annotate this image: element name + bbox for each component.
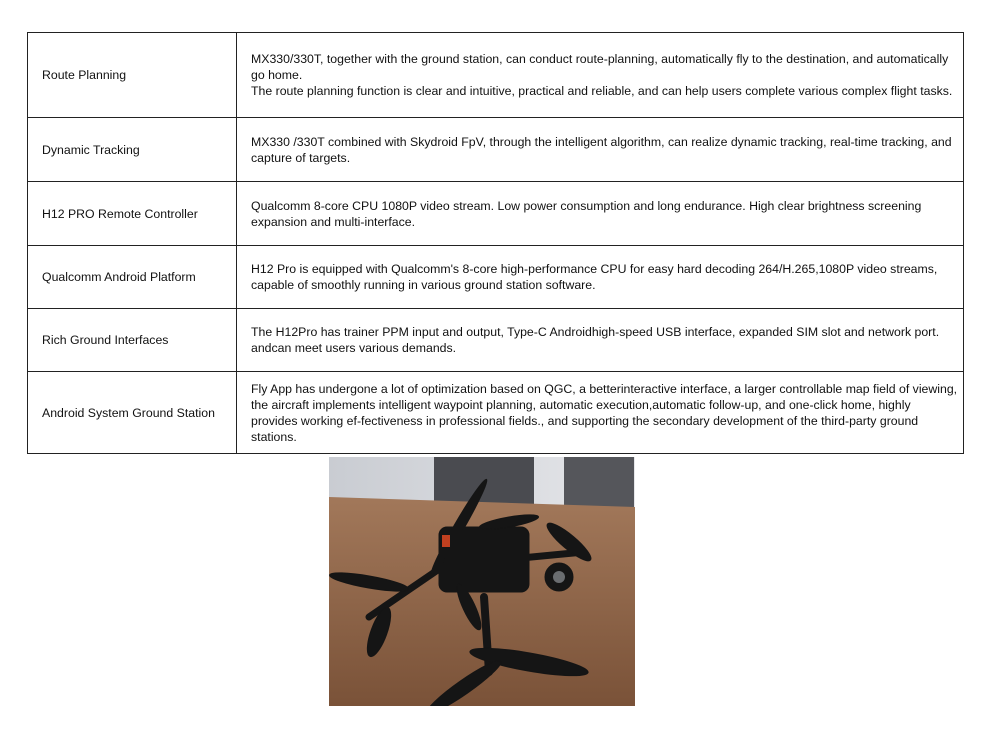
drone-image (329, 457, 635, 706)
table-row (28, 182, 964, 246)
table-row (28, 246, 964, 309)
feature-description: MX330 /330T combined with Skydroid FpV, through the intelligent algorithm, can realize dynamic tracking, real-time tracking, and capture of targets. (237, 118, 964, 182)
table-row (28, 33, 964, 118)
feature-name: Android System Ground Station (28, 372, 237, 454)
feature-name: Qualcomm Android Platform (28, 246, 237, 309)
feature-description: Qualcomm 8-core CPU 1080P video stream. Low power consumption and long endurance. High clear brightness screening expansion and multi-interface. (237, 182, 964, 246)
feature-description: The H12Pro has trainer PPM input and output, Type-C Androidhigh-speed USB interface, expanded SIM slot and network port. andcan meet users various demands. (237, 309, 964, 372)
feature-description: H12 Pro is equipped with Qualcomm's 8-core high-performance CPU for easy hard decoding 264/H.265,1080P video streams, capable of smoothly running in various ground station software. (237, 246, 964, 309)
feature-description: MX330/330T, together with the ground station, can conduct route-planning, automatically fly to the destination, and automatically go home. The route planning function is clear and intuitive, practical and reliable, and can help users complete various complex flight tasks. (237, 33, 964, 118)
table-row (28, 118, 964, 182)
table-row (28, 309, 964, 372)
feature-name: H12 PRO Remote Controller (28, 182, 237, 246)
feature-name: Route Planning (28, 33, 237, 118)
feature-name: Dynamic Tracking (28, 118, 237, 182)
drone-photo (329, 457, 635, 706)
feature-description: Fly App has undergone a lot of optimization based on QGC, a betterinteractive interface, a larger controllable map field of viewing, the aircraft implements intelligent waypoint planning, automatic execution,automatic follow-up, and one-click home, highly provides working ef-fectiveness in professional fields., and supporting the secondary development of the third-party ground stations. (237, 372, 964, 454)
feature-table (27, 32, 964, 454)
feature-name: Rich Ground Interfaces (28, 309, 237, 372)
table-row (28, 372, 964, 454)
